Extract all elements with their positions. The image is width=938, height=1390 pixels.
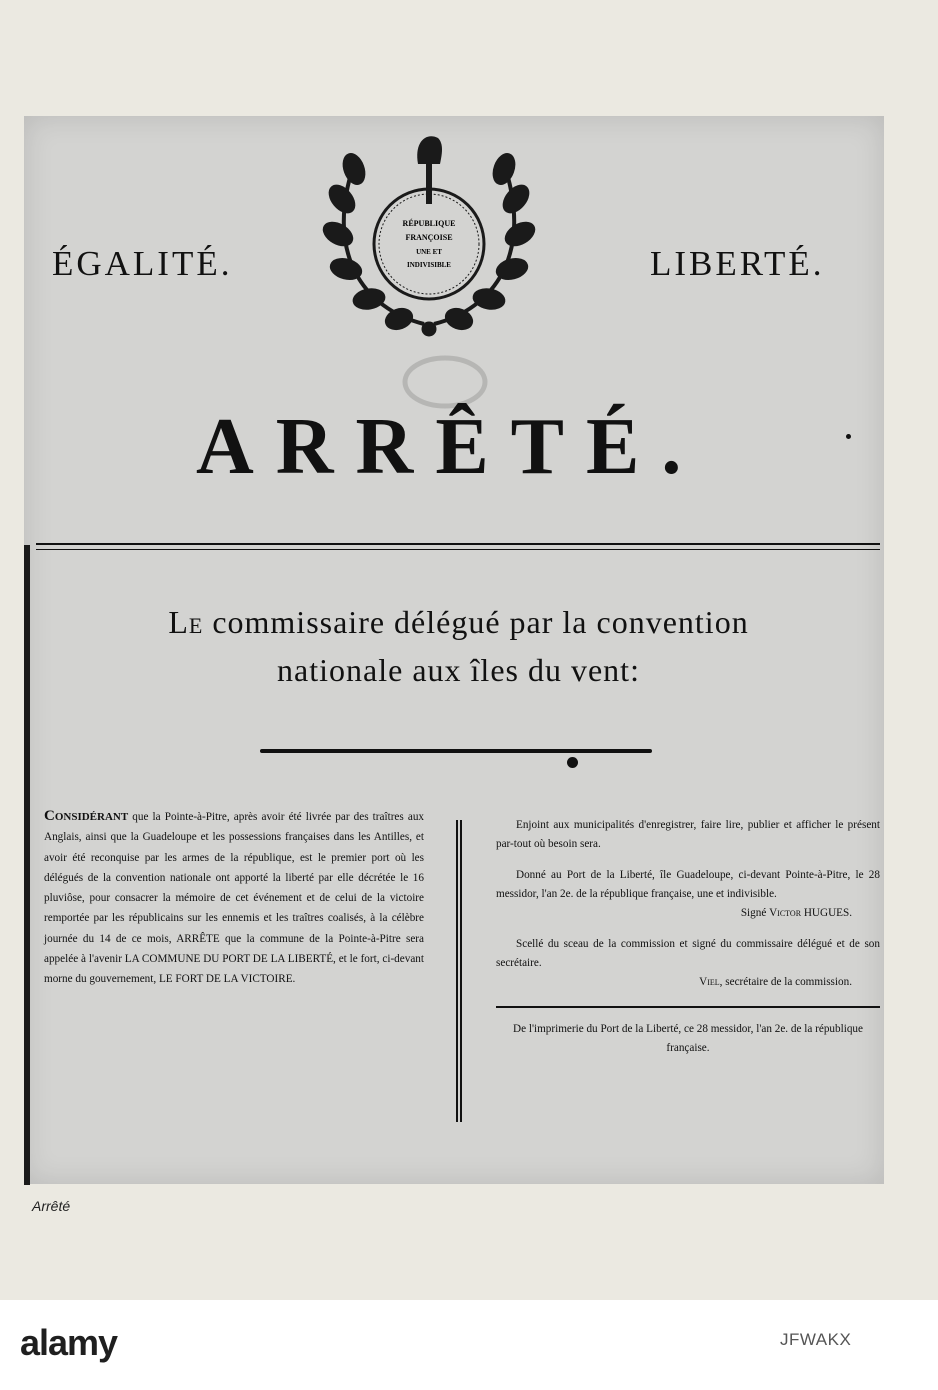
secretary-name: Viel: [699, 976, 720, 988]
sheet-edge-shadow: [24, 545, 30, 1185]
donne-paragraph: Donné au Port de la Liberté, île Guadeloupe, ci-devant Pointe-à-Pitre, le 28 messidor, l'an 2e. de la république française, une et indivisible.: [496, 869, 880, 900]
motto-liberte: LIBERTÉ.: [650, 244, 825, 283]
heading-line-1: commissaire délégué par la convention: [212, 604, 749, 640]
figure-caption: Arrêté: [32, 1198, 71, 1214]
double-rule-bottom: [36, 549, 880, 550]
seal-line-1: RÉPUBLIQUE: [402, 219, 456, 228]
decree-column: [496, 816, 880, 1058]
imprint-rule: [496, 1006, 880, 1008]
considerant-body: que la Pointe-à-Pitre, après avoir été livrée par des traîtres aux Anglais, ainsi que la Guadeloupe et les possessions françaises dans les Antilles, et avoir été reconquise par les armes de la république, est le premier port où les délégués de la convention nationale ont apporté la liberté par elle décrétée le 16 pluviôse, pour consacrer la mémoire de cet événement et de celui de la victoire remportée par les républicains sur les ennemis et les traîtres coalisés, à la célèbre journée du 14 de ce mois, ARRÊTE que la commune de la Pointe-à-Pitre sera appelée à l'avenir LA COMMUNE DU PORT DE LA LIBERTÉ, et le fort, ci-devant morne du gouvernement, LE FORT DE LA VICTOIRE.: [44, 811, 425, 986]
signature-prefix: Signé: [740, 907, 767, 919]
ornament-dot: [567, 757, 578, 768]
double-rule-top: [36, 543, 880, 545]
secretary-role: , secrétaire de la commission.: [719, 976, 852, 988]
alamy-logo: alamy: [20, 1322, 118, 1363]
signature-viel: [496, 973, 880, 992]
seal-line-2: FRANÇOISE: [405, 233, 453, 242]
seal-line-3: UNE ET: [416, 248, 442, 256]
scelle-paragraph: Scellé du sceau de la commission et signé du commissaire délégué et de son secrétaire.: [496, 938, 880, 969]
ornamental-rule: [260, 749, 652, 753]
seal-line-4: INDIVISIBLE: [407, 261, 451, 269]
motto-egalite: ÉGALITÉ.: [52, 244, 233, 283]
heading-line-2: nationale aux îles du vent:: [277, 652, 640, 688]
column-divider: [456, 820, 462, 1122]
signature-hugues: [496, 904, 880, 923]
imprint-line: De l'imprimerie du Port de la Liberté, ce 28 messidor, l'an 2e. de la république française.: [513, 1023, 863, 1054]
enjoint-paragraph: Enjoint aux municipalités d'enregistrer, faire lire, publier et afficher le présent par-tout où besoin sera.: [496, 819, 880, 850]
seal-ring: [374, 189, 484, 299]
republic-seal: [314, 124, 544, 364]
phrygian-cap-icon: [417, 136, 442, 204]
ink-dot: [846, 434, 851, 439]
signature-name: Victor HUGUES.: [769, 907, 852, 919]
image-id: JFWAKX: [780, 1330, 852, 1349]
document-title: ARRÊTÉ.: [196, 403, 704, 491]
considerant-column: [44, 806, 424, 990]
heading-lead: Le: [168, 604, 204, 640]
document-heading: [36, 598, 881, 694]
considerant-lead: Considérant: [44, 808, 129, 824]
